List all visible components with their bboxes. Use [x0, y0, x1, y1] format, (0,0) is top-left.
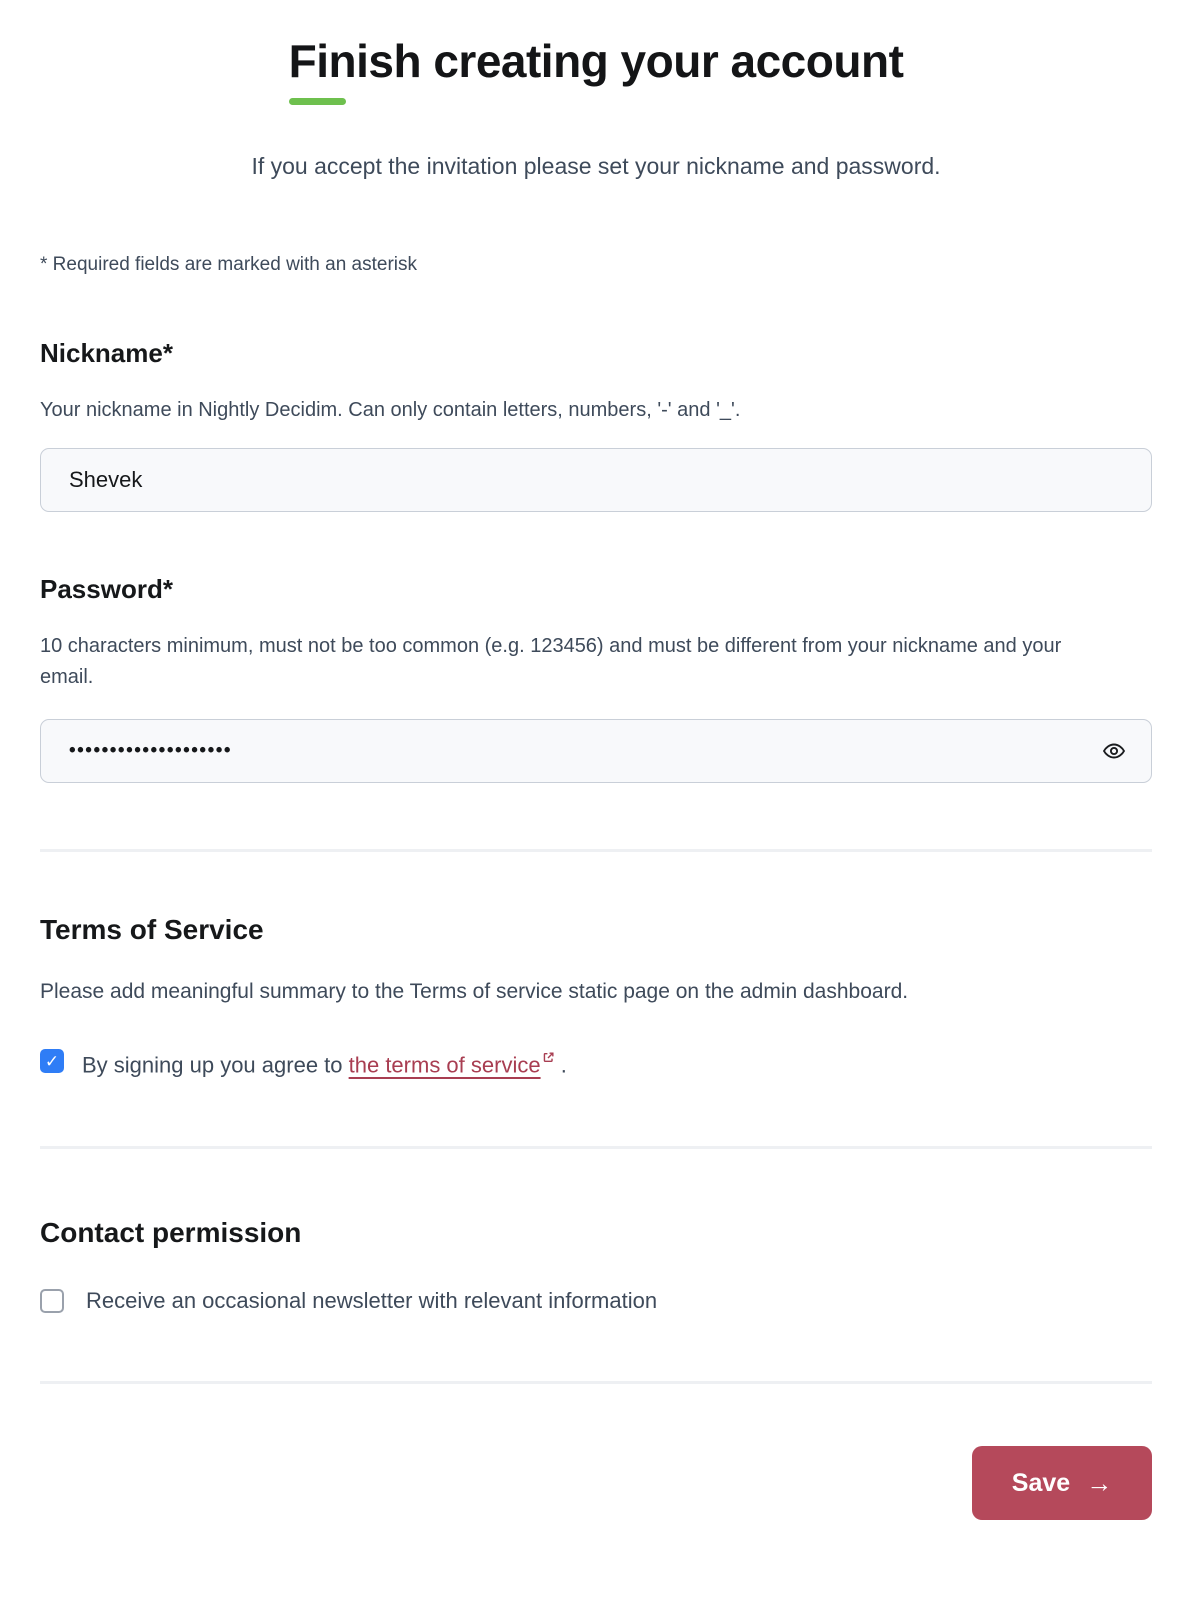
- contact-permission-heading: Contact permission: [40, 1216, 302, 1248]
- section-divider: [40, 1381, 1152, 1384]
- terms-of-service-help-text: Please add meaningful summary to the Terms of service static page on the admin dashboard.: [40, 980, 909, 1004]
- terms-of-service-heading: Terms of Service: [40, 914, 264, 946]
- finish-account-form: [0, 34, 1192, 1568]
- toggle-password-visibility-button[interactable]: [1098, 735, 1130, 767]
- section-divider: [40, 849, 1152, 852]
- section-divider: [40, 1146, 1152, 1149]
- eye-icon: [1102, 739, 1126, 763]
- newsletter-checkbox[interactable]: [40, 1289, 64, 1313]
- nickname-input[interactable]: [40, 448, 1152, 512]
- save-button[interactable]: [972, 1446, 1152, 1520]
- password-section: [40, 574, 1152, 783]
- tos-agree-checkbox[interactable]: [40, 1049, 64, 1073]
- newsletter-label: Receive an occasional newsletter with relevant information: [86, 1287, 658, 1313]
- password-input[interactable]: [40, 719, 1152, 783]
- save-button-label: Save: [1011, 1468, 1071, 1497]
- title-accent-underline: [289, 98, 346, 105]
- tos-agree-row[interactable]: [40, 1043, 1152, 1080]
- password-help-text: 10 characters minimum, must not be too common (e.g. 123456) and must be different from your nickname and your email.: [40, 635, 1062, 689]
- invitation-subtitle: If you accept the invitation please set your nickname and password.: [251, 153, 941, 180]
- terms-of-service-link[interactable]: the terms of service: [348, 1052, 541, 1078]
- external-link-icon: [542, 1043, 555, 1072]
- tos-agree-prefix: By signing up you agree to: [82, 1052, 349, 1078]
- password-input-wrap: [40, 719, 1152, 783]
- checkmark-icon: ✓: [44, 1051, 60, 1071]
- terms-of-service-section: [40, 914, 1152, 1079]
- nickname-help-text: Your nickname in Nightly Decidim. Can only contain letters, numbers, '-' and '_'.: [40, 399, 741, 422]
- form-actions: [40, 1446, 1152, 1520]
- tos-agree-label: [82, 1043, 567, 1080]
- newsletter-row[interactable]: [40, 1287, 1152, 1316]
- page-header: [40, 34, 1152, 105]
- contact-permission-section: [40, 1217, 1152, 1316]
- tos-agree-suffix: .: [554, 1052, 567, 1078]
- required-fields-note: * Required fields are marked with an asterisk: [40, 254, 418, 276]
- arrow-right-icon: →: [1086, 1467, 1113, 1498]
- nickname-section: [40, 338, 1152, 512]
- password-label: Password*: [40, 574, 173, 605]
- page-title: Finish creating your account: [288, 35, 904, 87]
- nickname-label: Nickname*: [40, 338, 173, 369]
